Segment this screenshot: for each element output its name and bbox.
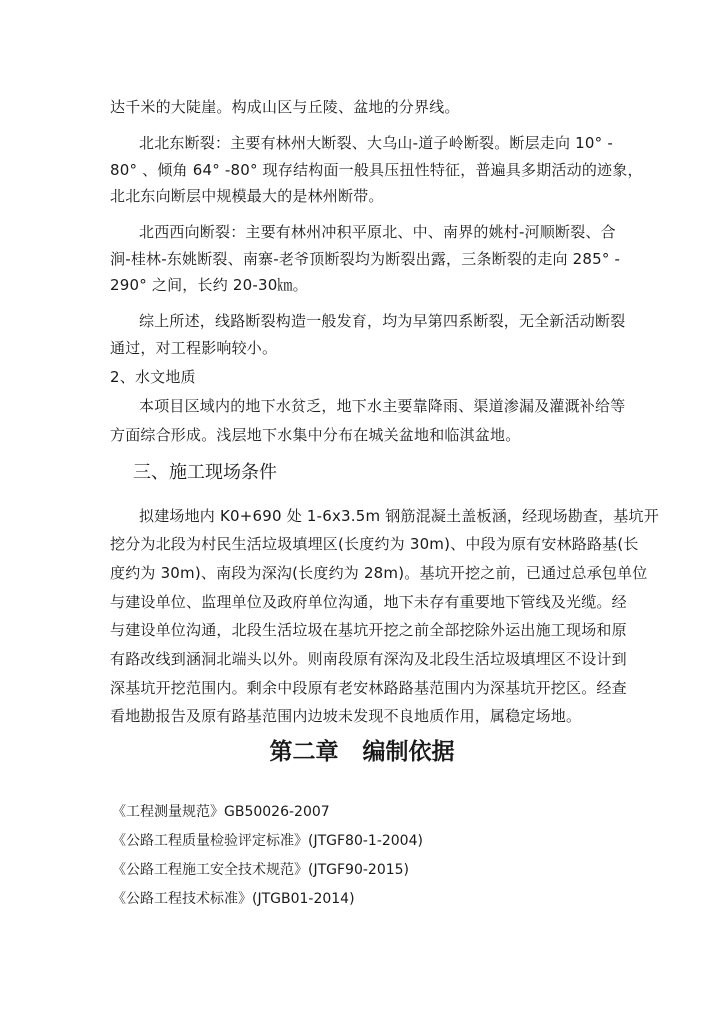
- paragraph-line: 方面综合形成。浅层地下水集中分布在城关盆地和临淇盆地。: [110, 426, 521, 444]
- paragraph-line: 涧-桂林-东姚断裂、南寨-老爷顶断裂均为断裂出露，三条断裂的走向 285° -: [110, 250, 621, 268]
- paragraph-line: 挖分为北段为村民生活垃圾填埋区(长度约为 30m)、中段为原有安林路路基(长: [110, 535, 639, 553]
- paragraph-line: 通过，对工程影响较小。: [110, 339, 278, 357]
- paragraph-line: 度约为 30m)、南段为深沟(长度约为 28m)。基坑开挖之前，已通过总承包单位: [110, 564, 648, 582]
- subsection-heading: 2、水文地质: [110, 368, 196, 386]
- chapter-title: 第二章 编制依据: [269, 739, 455, 765]
- paragraph-line: 与建设单位沟通，北段生活垃圾在基坑开挖之前全部挖除外运出施工现场和原: [110, 621, 627, 639]
- paragraph-line: 综上所述，线路断裂构造一般发育，均为早第四系断裂，无全新活动断裂: [139, 312, 626, 330]
- paragraph-line: 深基坑开挖范围内。剩余中段原有老安林路路基范围内为深基坑开挖区。经查: [110, 679, 627, 697]
- paragraph-line: 看地勘报告及原有路基范围内边坡未发现不良地质作用，属稳定场地。: [110, 707, 582, 725]
- section-title: 三、施工现场条件: [133, 462, 277, 483]
- paragraph-line: 拟建场地内 K0+690 处 1-6x3.5m 钢筋混凝土盖板涵，经现场勘查，基坑开: [139, 507, 659, 525]
- paragraph-line: 北北东断裂：主要有林州大断裂、大乌山-道子岭断裂。断层走向 10° -: [139, 134, 613, 152]
- reference-item: 《公路工程施工安全技术规范》(JTGF90-2015): [112, 862, 410, 878]
- reference-item: 《工程测量规范》GB50026-2007: [112, 804, 330, 820]
- paragraph-line: 北西西向断裂：主要有林州冲积平原北、中、南界的姚村-河顺断裂、合: [139, 223, 616, 241]
- paragraph-line: 80° 、倾角 64° -80° 现存结构面一般具压扭性特征，普遍具多期活动的迹象，: [110, 161, 643, 179]
- reference-item: 《公路工程质量检验评定标准》(JTGF80-1-2004): [112, 833, 423, 849]
- paragraph-line: 本项目区域内的地下水贫乏，地下水主要靠降雨、渠道渗漏及灌溉补给等: [139, 397, 626, 415]
- paragraph-line: 北北东向断层中规模最大的是林州断带。: [110, 187, 384, 205]
- paragraph-line: 290° 之间，长约 20-30㎞。: [110, 276, 308, 294]
- paragraph-line: 有路改线到涵洞北端头以外。则南段原有深沟及北段生活垃圾填埋区不设计到: [110, 650, 627, 668]
- paragraph-line: 达千米的大陡崖。构成山区与丘陵、盆地的分界线。: [110, 98, 460, 116]
- reference-item: 《公路工程技术标准》(JTGB01-2014): [112, 891, 355, 907]
- paragraph-line: 与建设单位、监理单位及政府单位沟通，地下未存有重要地下管线及光缆。经: [110, 593, 627, 611]
